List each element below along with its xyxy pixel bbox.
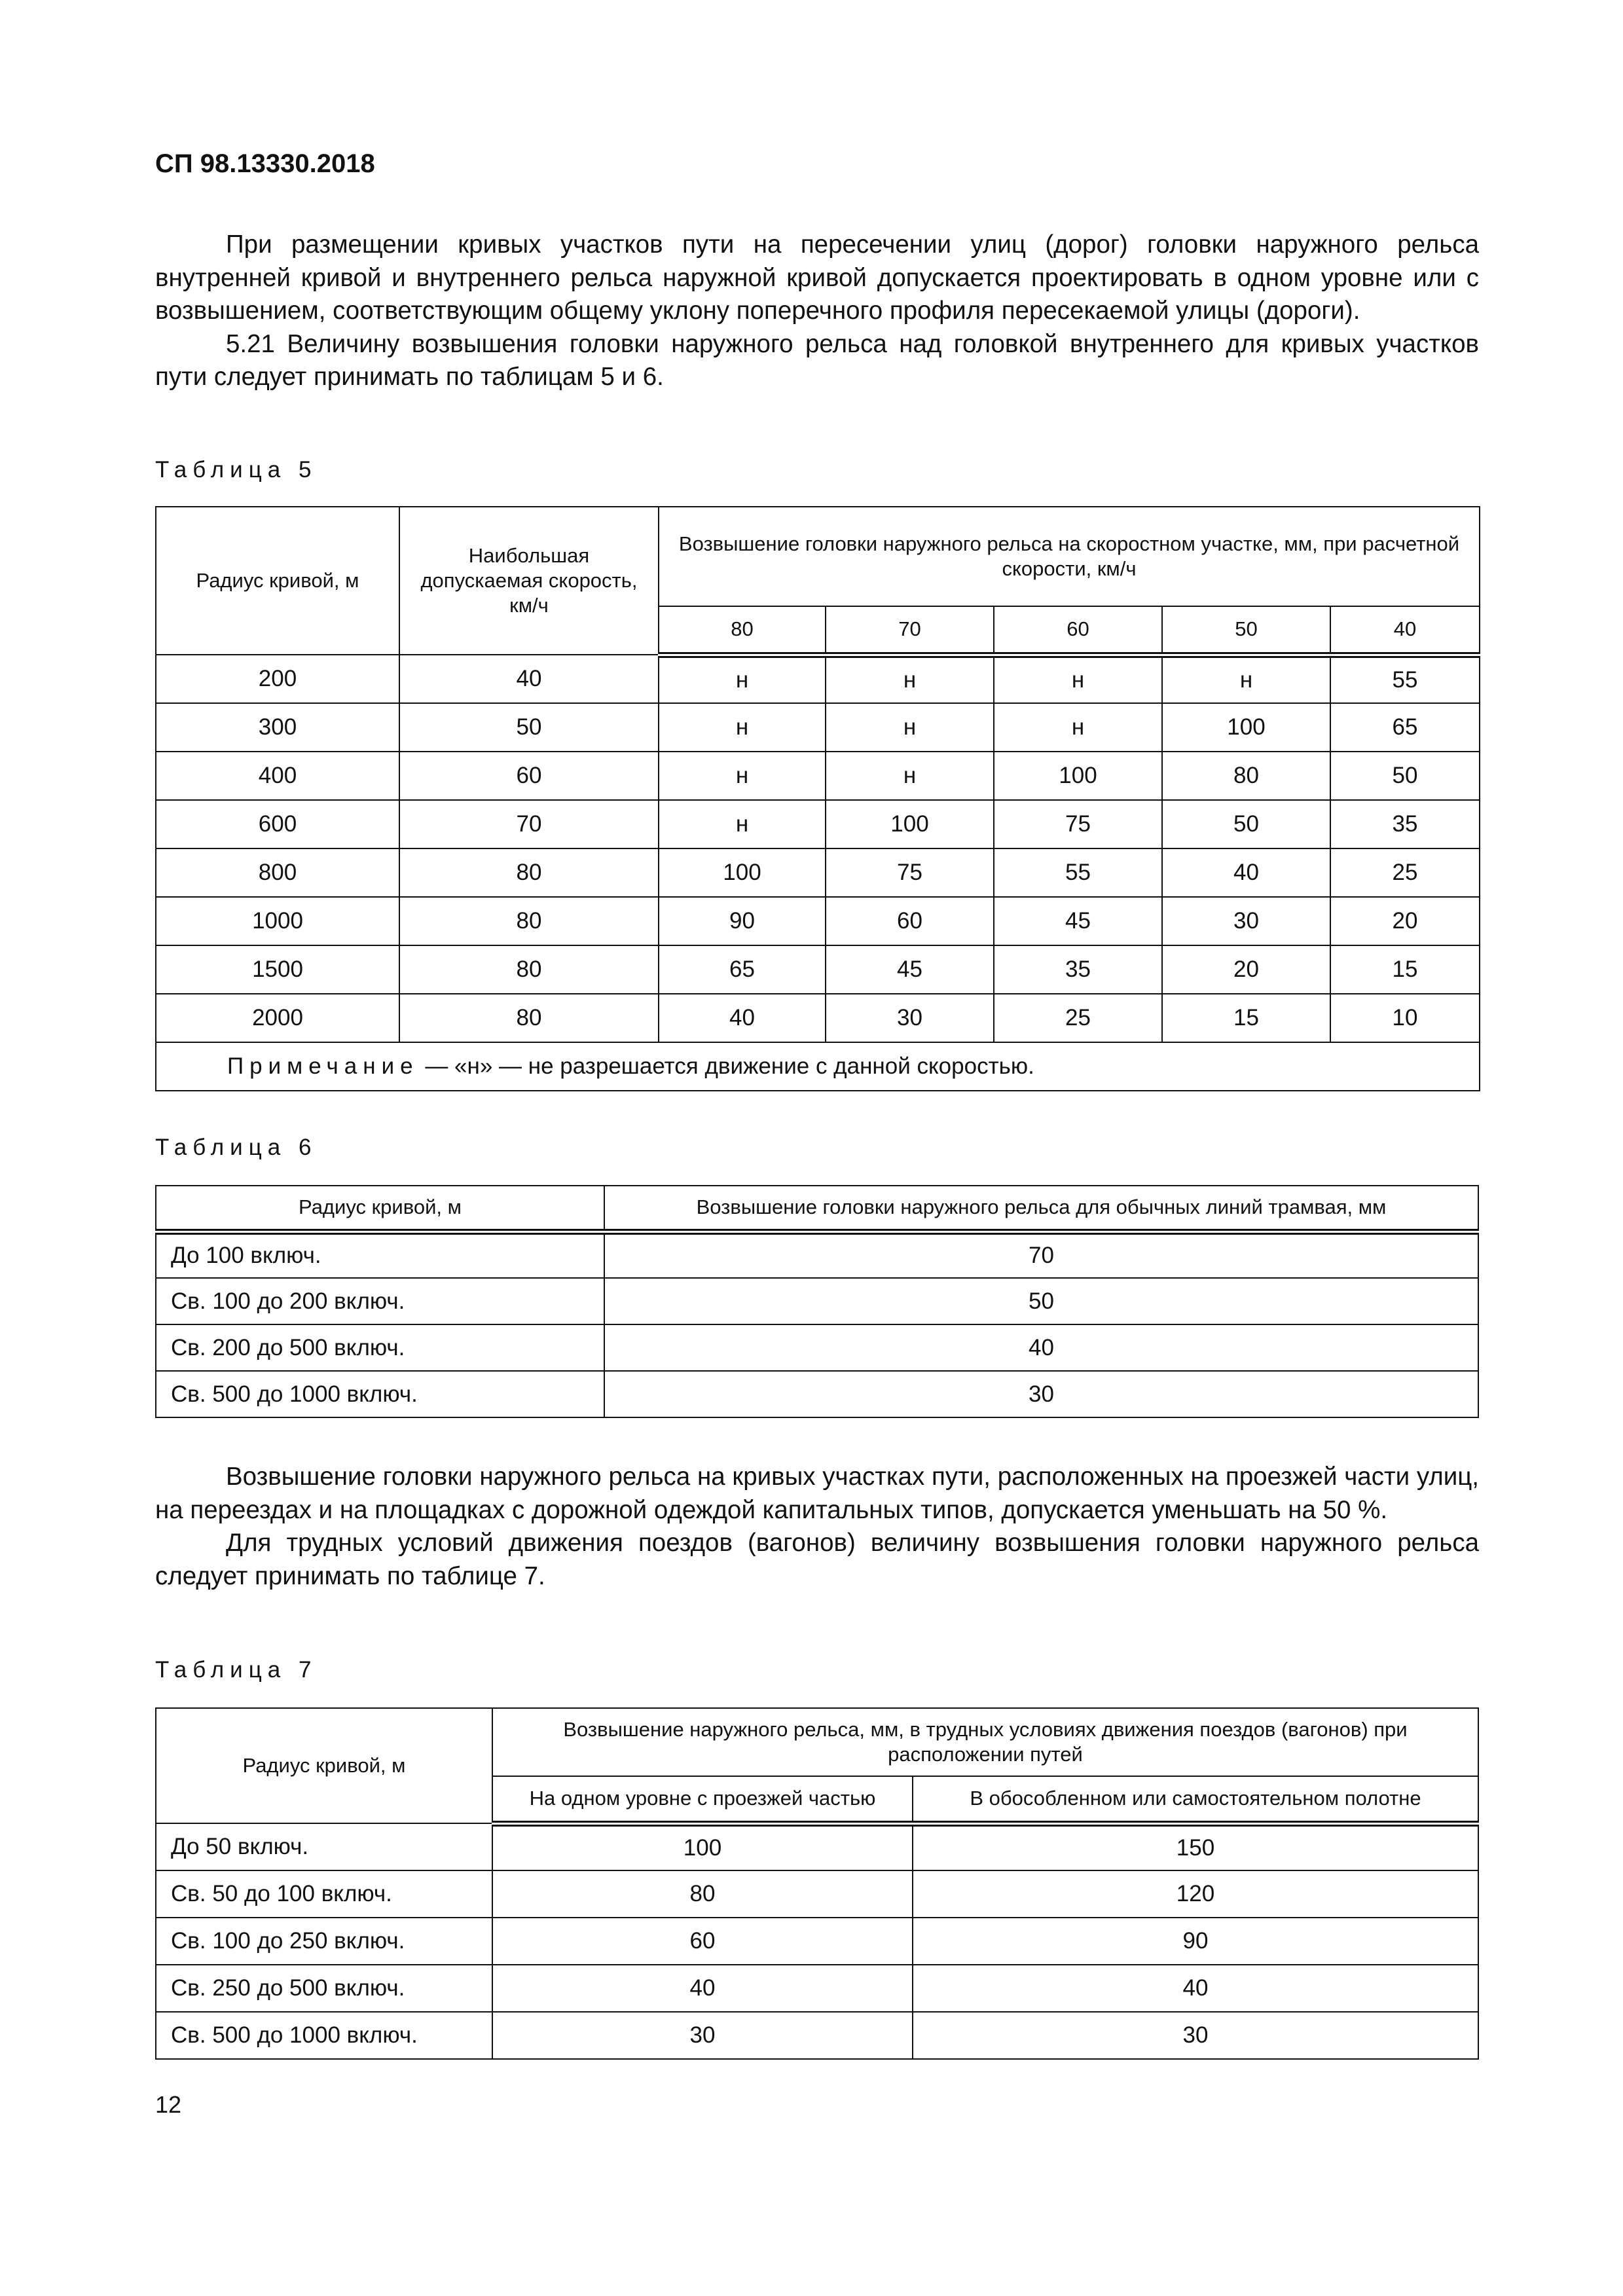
table-cell: н	[1162, 655, 1330, 703]
table-row	[156, 1324, 1478, 1371]
table-cell: 800	[156, 848, 399, 897]
table-cell: 65	[1330, 703, 1480, 752]
table-cell: 25	[994, 994, 1162, 1042]
header-speed-70: 70	[826, 606, 994, 655]
table-row	[156, 1918, 1478, 1965]
table-cell: 80	[399, 994, 659, 1042]
table-cell: 600	[156, 800, 399, 848]
table-cell: 75	[826, 848, 994, 897]
table-cell: 50	[399, 703, 659, 752]
table5	[155, 506, 1480, 1091]
table-cell: н	[659, 800, 826, 848]
header-same-level: На одном уровне с проезжей частью	[492, 1776, 913, 1823]
paragraph: Возвышение головки наружного рельса на кривых участках пути, расположенных на проезжей части улиц, на переездах и на площадках с дорожной одеждой капитальных типов, допускается уменьшать на 50 %.	[155, 1463, 1479, 1524]
table6	[155, 1185, 1479, 1418]
table-row	[156, 752, 1480, 800]
table-row	[156, 1231, 1478, 1278]
table-cell: 30	[1162, 897, 1330, 945]
table-cell: 120	[913, 1870, 1478, 1918]
table-cell: 80	[1162, 752, 1330, 800]
table-cell: Св. 100 до 250 включ.	[156, 1918, 492, 1965]
table-cell: 80	[399, 897, 659, 945]
table-row	[156, 1371, 1478, 1417]
table-cell: 70	[399, 800, 659, 848]
table-cell: 40	[604, 1324, 1478, 1371]
table-cell: 55	[1330, 655, 1480, 703]
table-cell: 35	[1330, 800, 1480, 848]
header-speed-80: 80	[659, 606, 826, 655]
table-cell: 1000	[156, 897, 399, 945]
header-max-speed: Наибольшая допускаемая скорость, км/ч	[399, 507, 659, 655]
paragraph: Для трудных условий движения поездов (вагонов) величину возвышения головки наружного рельса следует принимать по таблице 7.	[155, 1529, 1479, 1590]
table-cell: Св. 50 до 100 включ.	[156, 1870, 492, 1918]
table-cell: 150	[913, 1823, 1478, 1870]
table-cell: 50	[1162, 800, 1330, 848]
table6-label: Таблица 6	[155, 1135, 318, 1160]
table5-note	[156, 1042, 1480, 1091]
table-cell: 100	[1162, 703, 1330, 752]
table-row	[156, 897, 1480, 945]
table-row	[156, 1278, 1478, 1324]
table-cell: 30	[913, 2012, 1478, 2059]
table-cell: 20	[1330, 897, 1480, 945]
table-cell: 25	[1330, 848, 1480, 897]
header-radius: Радиус кривой, м	[156, 507, 399, 655]
table-cell: До 100 включ.	[156, 1231, 604, 1278]
table-cell: 50	[604, 1278, 1478, 1324]
table7	[155, 1707, 1479, 2060]
table-cell: Св. 200 до 500 включ.	[156, 1324, 604, 1371]
table-cell: н	[826, 655, 994, 703]
table-cell: 15	[1162, 994, 1330, 1042]
table7-label: Таблица 7	[155, 1657, 318, 1683]
header-elevation-group: Возвышение наружного рельса, мм, в трудных условиях движения поездов (вагонов) при расположении путей	[492, 1708, 1478, 1776]
table-cell: 80	[492, 1870, 913, 1918]
table-row	[156, 800, 1480, 848]
table-cell: 80	[399, 945, 659, 994]
table-cell: 30	[492, 2012, 913, 2059]
header-radius: Радиус кривой, м	[156, 1708, 492, 1823]
table-cell: 70	[604, 1231, 1478, 1278]
table-cell: 30	[604, 1371, 1478, 1417]
paragraph-5-21: 5.21 Величину возвышения головки наружного рельса над головкой внутреннего для кривых участков пути следует принимать по таблицам 5 и 6.	[155, 329, 1479, 391]
table-cell: 75	[994, 800, 1162, 848]
table-cell: 20	[1162, 945, 1330, 994]
header-separate-bed: В обособленном или самостоятельном полотне	[913, 1776, 1478, 1823]
table-cell: 40	[659, 994, 826, 1042]
table-cell: 35	[994, 945, 1162, 994]
table-cell: 100	[826, 800, 994, 848]
table-cell: 30	[826, 994, 994, 1042]
table-cell: 65	[659, 945, 826, 994]
table-cell: Св. 500 до 1000 включ.	[156, 2012, 492, 2059]
table-cell: 45	[826, 945, 994, 994]
table-cell: 40	[913, 1965, 1478, 2012]
table-row	[156, 1965, 1478, 2012]
document-code-header: СП 98.13330.2018	[155, 149, 375, 178]
table-row	[156, 848, 1480, 897]
table-row	[156, 2012, 1478, 2059]
table-cell: Св. 100 до 200 включ.	[156, 1278, 604, 1324]
table-cell: н	[826, 703, 994, 752]
table-cell: 300	[156, 703, 399, 752]
table-row	[156, 994, 1480, 1042]
table-cell: До 50 включ.	[156, 1823, 492, 1870]
paragraph: При размещении кривых участков пути на пересечении улиц (дорог) головки наружного рельса внутренней кривой и внутреннего рельса наружной кривой допускается проектировать в одном уровне или с возвышением, соответствующим общему уклону поперечного профиля пересекаемой улицы (дороги).	[155, 230, 1479, 325]
table-cell: Св. 500 до 1000 включ.	[156, 1371, 604, 1417]
table-cell: 200	[156, 655, 399, 703]
table-cell: 45	[994, 897, 1162, 945]
table-cell: 100	[659, 848, 826, 897]
table-cell: н	[659, 752, 826, 800]
table-cell: 40	[492, 1965, 913, 2012]
table-cell: 90	[659, 897, 826, 945]
note-label: Примечание	[227, 1053, 419, 1079]
table-cell: 10	[1330, 994, 1480, 1042]
page-number: 12	[155, 2091, 182, 2118]
header-speed-60: 60	[994, 606, 1162, 655]
table-cell: н	[994, 655, 1162, 703]
table-cell: 100	[492, 1823, 913, 1870]
table-row	[156, 703, 1480, 752]
table-cell: 15	[1330, 945, 1480, 994]
header-elevation: Возвышение головки наружного рельса для обычных линий трамвая, мм	[604, 1186, 1478, 1231]
header-speed-40: 40	[1330, 606, 1480, 655]
table-cell: 1500	[156, 945, 399, 994]
table-cell: н	[659, 703, 826, 752]
paragraph-block-2	[155, 1461, 1479, 1593]
table-row	[156, 945, 1480, 994]
table-cell: Св. 250 до 500 включ.	[156, 1965, 492, 2012]
table-cell: 400	[156, 752, 399, 800]
table-cell: н	[994, 703, 1162, 752]
note-text: — «н» — не разрешается движение с данной скоростью.	[418, 1053, 1034, 1079]
table-cell: 2000	[156, 994, 399, 1042]
table-cell: 50	[1330, 752, 1480, 800]
paragraph-block-1	[155, 228, 1479, 394]
table-row	[156, 1823, 1478, 1870]
table-cell: 40	[399, 655, 659, 703]
table-cell: 60	[399, 752, 659, 800]
table5-label: Таблица 5	[155, 457, 318, 483]
header-radius: Радиус кривой, м	[156, 1186, 604, 1231]
header-speed-50: 50	[1162, 606, 1330, 655]
table-cell: 100	[994, 752, 1162, 800]
table-row	[156, 655, 1480, 703]
table-cell: н	[659, 655, 826, 703]
table-cell: 90	[913, 1918, 1478, 1965]
table-cell: 80	[399, 848, 659, 897]
table-cell: н	[826, 752, 994, 800]
table-cell: 55	[994, 848, 1162, 897]
table-cell: 60	[492, 1918, 913, 1965]
table-row	[156, 1870, 1478, 1918]
table-cell: 60	[826, 897, 994, 945]
header-elevation-group: Возвышение головки наружного рельса на скоростном участке, мм, при расчетной скорости, км/ч	[659, 507, 1480, 606]
table-cell: 40	[1162, 848, 1330, 897]
